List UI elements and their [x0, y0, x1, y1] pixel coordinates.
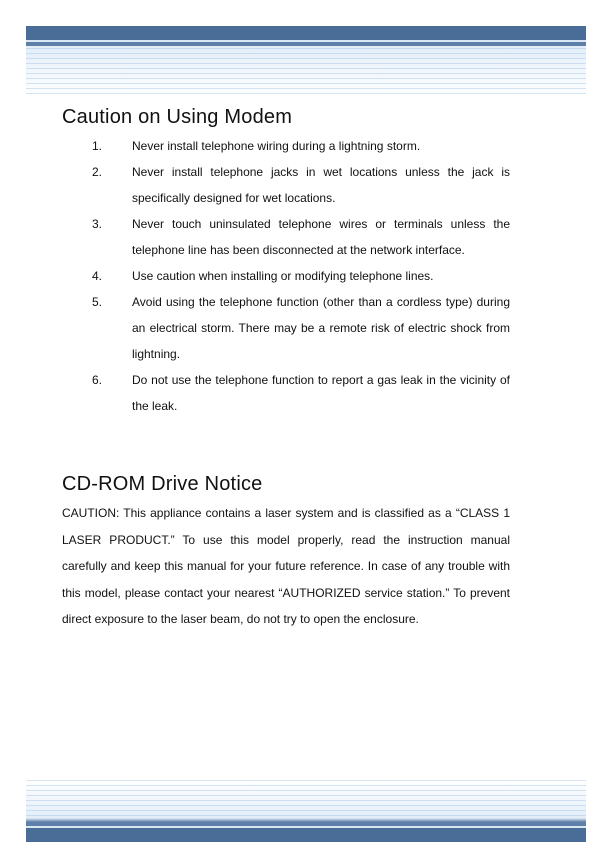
list-item	[62, 367, 510, 419]
list-item	[62, 263, 510, 289]
list-item-text: Never touch uninsulated telephone wires or terminals unless the telephone line has been disconnected at the network interface.	[132, 217, 510, 257]
list-item-number: 4.	[91, 269, 102, 283]
section-heading-cdrom: CD-ROM Drive Notice	[62, 473, 263, 495]
list-item-text: Never install telephone jacks in wet locations unless the jack is specifically designed for wet locations.	[132, 165, 510, 205]
list-item-number: 1.	[91, 139, 102, 153]
cdrom-notice-paragraph: CAUTION: This appliance contains a laser system and is classified as a “CLASS 1 LASER PRODUCT.” To use this model properly, read the instruction manual carefully and keep this manual for your future reference. In case of any trouble with this model, please contact your nearest “AUTHORIZED service station.” To prevent direct exposure to the laser beam, do not try to open the enclosure.	[62, 506, 510, 626]
section-heading-modem: Caution on Using Modem	[62, 106, 293, 128]
list-item-number: 6.	[91, 373, 102, 387]
list-item	[62, 159, 510, 211]
modem-caution-list	[62, 133, 510, 419]
list-item	[62, 289, 510, 367]
list-item-text: Avoid using the telephone function (other than a cordless type) during an electrical storm. There may be a remote risk of electric shock from lightning.	[132, 295, 510, 361]
list-item-text: Use caution when installing or modifying telephone lines.	[132, 269, 434, 283]
list-item-number: 5.	[91, 295, 102, 309]
list-item-text: Never install telephone wiring during a lightning storm.	[132, 139, 421, 153]
footer-decoration-band	[26, 780, 586, 842]
list-item	[62, 133, 510, 159]
list-item-number: 2.	[91, 165, 102, 179]
header-decoration-band	[26, 26, 586, 98]
list-item	[62, 211, 510, 263]
list-item-text: Do not use the telephone function to report a gas leak in the vicinity of the leak.	[132, 373, 510, 413]
list-item-number: 3.	[91, 217, 102, 231]
